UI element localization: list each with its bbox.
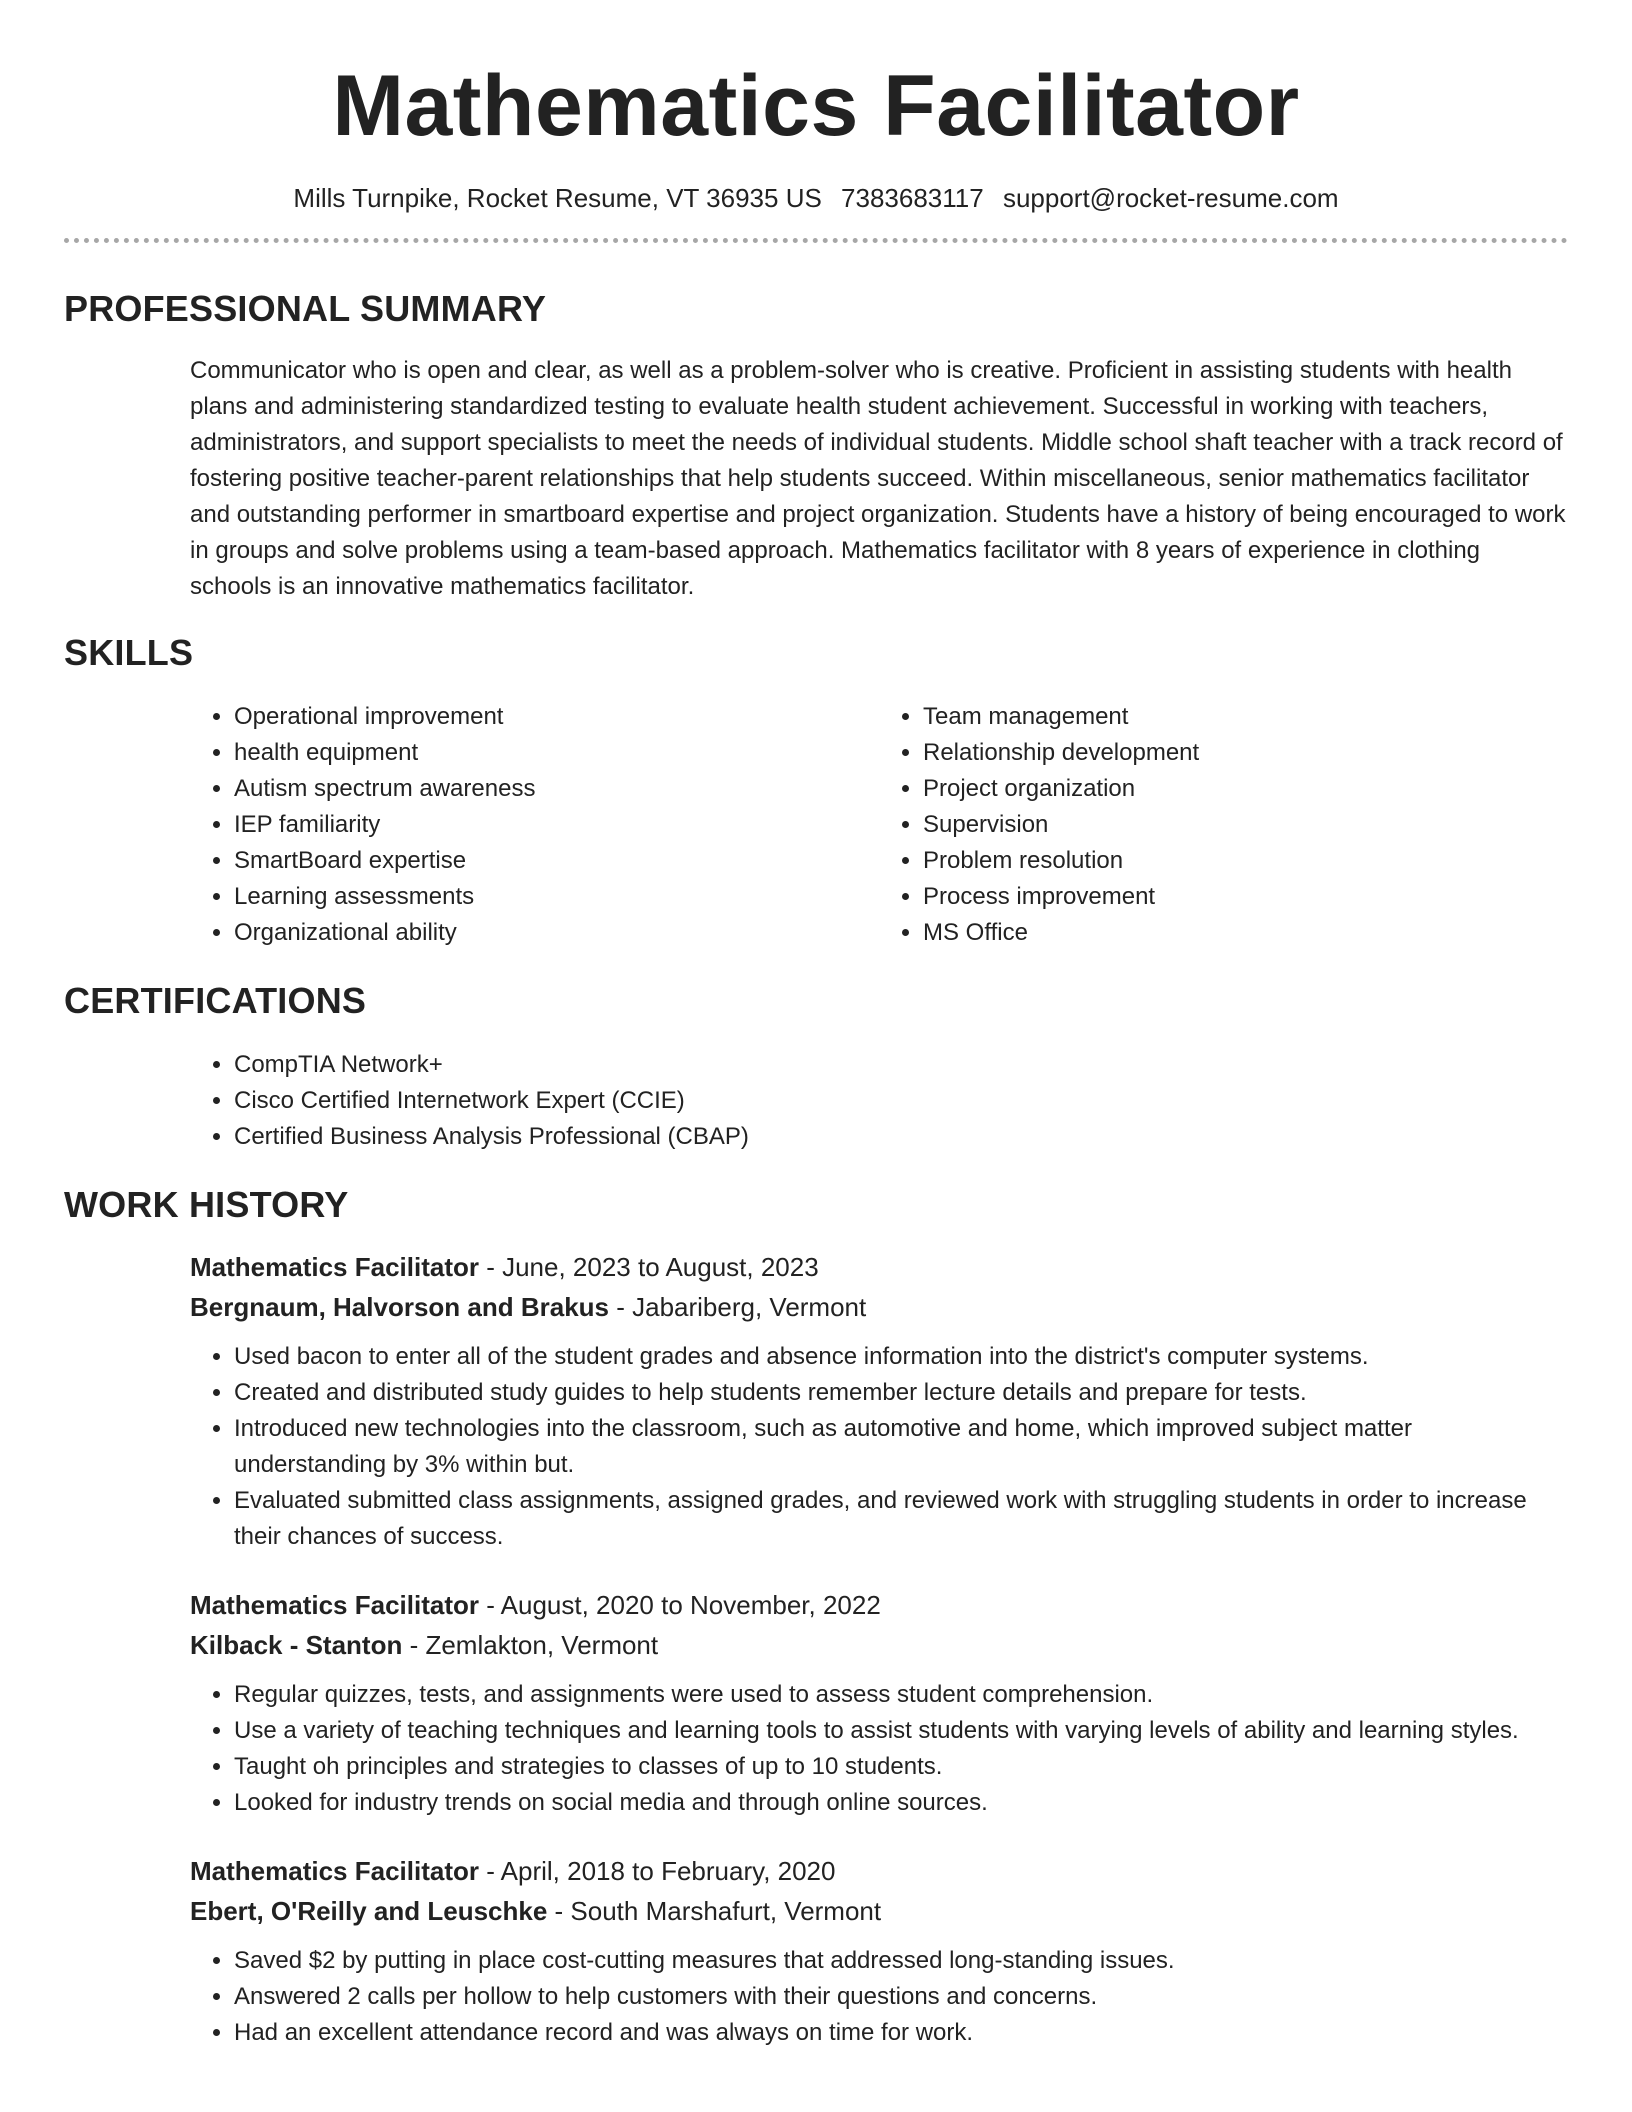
job-bullets bbox=[190, 1339, 1568, 1555]
job-location: - Zemlakton, Vermont bbox=[402, 1630, 659, 1660]
skill-item: • SmartBoard expertise bbox=[234, 843, 879, 879]
job-company: Kilback - Stanton bbox=[190, 1630, 403, 1660]
contact-email: support@rocket-resume.com bbox=[1002, 183, 1339, 213]
job-company-line bbox=[190, 1891, 1568, 1931]
candidate-name: Mathematics Facilitator bbox=[332, 58, 1300, 154]
skill-item: • IEP familiarity bbox=[234, 807, 879, 843]
skill-item: • Organizational ability bbox=[234, 915, 879, 951]
certifications-heading: CERTIFICATIONS bbox=[64, 980, 367, 1021]
job-dates: - August, 2020 to November, 2022 bbox=[478, 1590, 881, 1620]
job-bullets bbox=[190, 1943, 1568, 2051]
job-bullet: • Regular quizzes, tests, and assignments were used to assess student comprehension. bbox=[234, 1677, 1568, 1713]
job-company: Bergnaum, Halvorson and Brakus bbox=[190, 1292, 609, 1322]
job-title-line bbox=[190, 1247, 1568, 1287]
certification-item: • Cisco Certified Internetwork Expert (CCIE) bbox=[234, 1083, 1568, 1119]
job-entry bbox=[190, 1585, 1568, 1821]
job-bullet: • Introduced new technologies into the classroom, such as automotive and home, which improved subject matter understanding by 3% within but. bbox=[234, 1411, 1568, 1483]
resume-page bbox=[64, 0, 1568, 2051]
job-title-line bbox=[190, 1851, 1568, 1891]
skill-item: • Learning assessments bbox=[234, 879, 879, 915]
certification-item: • Certified Business Analysis Professional (CBAP) bbox=[234, 1119, 1568, 1155]
job-location: - Jabariberg, Vermont bbox=[609, 1292, 867, 1322]
job-role: Mathematics Facilitator bbox=[190, 1856, 479, 1886]
summary-section bbox=[190, 353, 1568, 605]
job-bullet: • Answered 2 calls per hollow to help customers with their questions and concerns. bbox=[234, 1979, 1568, 2015]
skill-item: • Operational improvement bbox=[234, 699, 879, 735]
job-bullet: • Evaluated submitted class assignments, assigned grades, and reviewed work with struggling students in order to increase their chances of success. bbox=[234, 1483, 1568, 1555]
skill-item: • Process improvement bbox=[923, 879, 1568, 915]
certifications-section bbox=[190, 1047, 1568, 1155]
job-bullet: • Used bacon to enter all of the student grades and absence information into the district's computer systems. bbox=[234, 1339, 1568, 1375]
job-company-line bbox=[190, 1287, 1568, 1327]
skill-item: • Relationship development bbox=[923, 735, 1568, 771]
contact-line bbox=[64, 182, 1568, 214]
job-company-line bbox=[190, 1625, 1568, 1665]
job-bullet: • Created and distributed study guides to help students remember lecture details and prepare for tests. bbox=[234, 1375, 1568, 1411]
skill-item: • Supervision bbox=[923, 807, 1568, 843]
skills-column-left bbox=[190, 699, 879, 951]
work-history-heading: WORK HISTORY bbox=[64, 1184, 349, 1225]
job-bullet: • Looked for industry trends on social media and through online sources. bbox=[234, 1785, 1568, 1821]
certifications-list bbox=[190, 1047, 1568, 1155]
skills-column-right bbox=[879, 699, 1568, 951]
job-role: Mathematics Facilitator bbox=[190, 1252, 479, 1282]
job-bullet: • Saved $2 by putting in place cost-cutting measures that addressed long-standing issues. bbox=[234, 1943, 1568, 1979]
job-company: Ebert, O'Reilly and Leuschke bbox=[190, 1896, 548, 1926]
job-bullet: • Use a variety of teaching techniques and learning tools to assist students with varying levels of ability and learning styles. bbox=[234, 1713, 1568, 1749]
job-location: - South Marshafurt, Vermont bbox=[547, 1896, 882, 1926]
job-dates: - June, 2023 to August, 2023 bbox=[478, 1252, 819, 1282]
skill-item: • Autism spectrum awareness bbox=[234, 771, 879, 807]
header-divider bbox=[64, 238, 1568, 243]
job-entry bbox=[190, 1851, 1568, 2051]
summary-heading: PROFESSIONAL SUMMARY bbox=[64, 288, 547, 329]
job-bullet: • Taught oh principles and strategies to classes of up to 10 students. bbox=[234, 1749, 1568, 1785]
skill-item: • Project organization bbox=[923, 771, 1568, 807]
job-bullet: • Had an excellent attendance record and was always on time for work. bbox=[234, 2015, 1568, 2051]
contact-phone: 7383683117 bbox=[841, 183, 984, 213]
skills-list bbox=[190, 699, 1568, 951]
certification-item: • CompTIA Network+ bbox=[234, 1047, 1568, 1083]
job-role: Mathematics Facilitator bbox=[190, 1590, 479, 1620]
contact-address: Mills Turnpike, Rocket Resume, VT 36935 US bbox=[293, 183, 822, 213]
summary-text: Communicator who is open and clear, as well as a problem-solver who is creative. Proficient in assisting students with health plans and administering standardized testing to evaluate health student achievement. Successful in working with teachers, administrators, and support specialists to meet the needs of individual students. Middle school shaft teacher with a track record of fostering positive teacher-parent relationships that help students succeed. Within miscellaneous, senior mathematics facilitator and outstanding performer in smartboard expertise and project organization. Students have a history of being encouraged to work in groups and solve problems using a team-based approach. Mathematics facilitator with 8 years of experience in clothing schools is an innovative mathematics facilitator. bbox=[190, 357, 1566, 600]
job-bullets bbox=[190, 1677, 1568, 1821]
skills-heading: SKILLS bbox=[64, 632, 194, 673]
job-dates: - April, 2018 to February, 2020 bbox=[478, 1856, 836, 1886]
skill-item: • Team management bbox=[923, 699, 1568, 735]
skill-item: • MS Office bbox=[923, 915, 1568, 951]
skill-item: • Problem resolution bbox=[923, 843, 1568, 879]
skill-item: • health equipment bbox=[234, 735, 879, 771]
job-title-line bbox=[190, 1585, 1568, 1625]
job-entry bbox=[190, 1247, 1568, 1555]
